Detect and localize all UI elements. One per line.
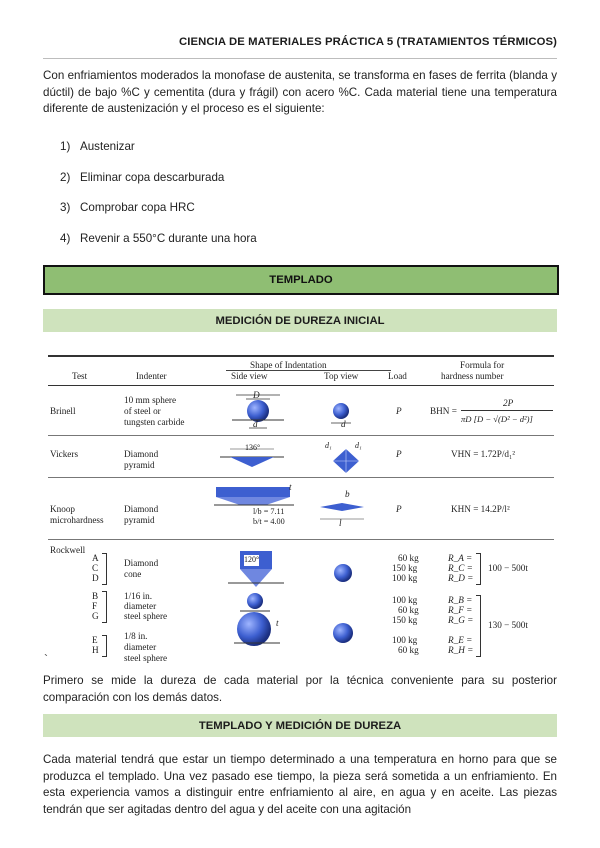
group3-load-H: 60 kg	[398, 645, 419, 655]
header-load: Load	[388, 371, 407, 381]
group23-range: 130 − 500t	[488, 620, 528, 630]
brinell-load: P	[396, 406, 402, 416]
rockwell-scale-H: H	[92, 645, 99, 655]
brinell-side-D: D	[253, 390, 260, 400]
vickers-indenter-2: pyramid	[124, 460, 155, 470]
brinell-top-d: d	[341, 419, 346, 429]
step-label: Revenir a 550°C durante una hora	[80, 231, 257, 245]
group2-formula-G: R_G =	[448, 615, 474, 625]
vickers-load: P	[396, 449, 402, 459]
rockwell-scale-E: E	[92, 635, 98, 645]
group1-formula-brace	[476, 553, 481, 585]
brinell-formula-num: 2P	[503, 398, 514, 408]
step-label: Comprobar copa HRC	[80, 201, 195, 214]
group3-formula-H: R_H =	[448, 645, 474, 655]
knoop-t: t	[289, 482, 292, 492]
list-item	[60, 201, 257, 232]
group3-indenter-1: 1/8 in.	[124, 631, 148, 641]
brinell-fraction-bar	[461, 410, 553, 411]
rockwell-scale-B: B	[92, 591, 99, 601]
group1-formula-C: R_C =	[448, 563, 473, 573]
header-indenter: Indenter	[136, 371, 167, 381]
group1-load-A: 60 kg	[398, 553, 419, 563]
vickers-formula: VHN = 1.72P/d₁²	[451, 449, 515, 459]
row-rule	[48, 435, 554, 436]
group2-load-G: 150 kg	[392, 615, 418, 625]
rockwell-sphere-top-view	[331, 621, 355, 645]
group2-indenter-1: 1/16 in.	[124, 591, 153, 601]
group2-load-F: 60 kg	[398, 605, 419, 615]
step-number: 2)	[60, 170, 71, 184]
knoop-b: b	[345, 489, 350, 499]
knoop-ratio-2: b/t = 4.00	[253, 517, 285, 526]
rockwell-test: Rockwell	[50, 545, 86, 555]
knoop-l: l	[339, 518, 342, 528]
group2-formula-B: R_B =	[448, 595, 473, 605]
rockwell-scale-C: C	[92, 563, 99, 573]
brinell-test: Brinell	[50, 406, 76, 416]
knoop-ratio-1: l/b = 7.11	[253, 507, 285, 516]
brinell-indenter-3: tungsten carbide	[124, 417, 185, 427]
group1-load-C: 150 kg	[392, 563, 418, 573]
intro-paragraph: Con enfriamientos moderados la monofase de austenita, se transforma en fases de ferrita (blanda y dúctil) de bajo %C y cementita (dura y frágil) con acero %C. Cada material tiene una temperatura diferente de austenización y el proceso es el siguiente:	[43, 69, 557, 115]
process-steps-list	[60, 140, 257, 262]
group2-indenter-3: steel sphere	[124, 611, 168, 621]
knoop-indenter-2: pyramid	[124, 515, 155, 525]
step-number: 1)	[60, 140, 71, 153]
brinell-formula-lhs: BHN =	[430, 406, 457, 416]
group1-load-D: 100 kg	[392, 573, 418, 583]
templado-heading: TEMPLADO	[43, 265, 559, 295]
list-item	[60, 232, 257, 263]
step-label: Eliminar copa descarburada	[80, 170, 225, 184]
header-shape: Shape of Indentation	[250, 360, 327, 370]
page-header-title: CIENCIA DE MATERIALES PRÁCTICA 5 (TRATAMIENTOS TÉRMICOS)	[179, 36, 557, 48]
templado-medicion-heading: TEMPLADO Y MEDICIÓN DE DUREZA	[43, 714, 557, 737]
group3-brace	[102, 635, 107, 657]
group3-formula-E: R_E =	[448, 635, 473, 645]
rockwell-sphere-t: t	[276, 618, 279, 628]
vickers-test: Vickers	[50, 449, 79, 459]
knoop-test-2: microhardness	[50, 515, 104, 525]
knoop-load: P	[396, 504, 402, 514]
knoop-formula: KHN = 14.2P/l²	[451, 504, 510, 514]
group3-load-E: 100 kg	[392, 635, 418, 645]
medicion-dureza-heading: MEDICIÓN DE DUREZA INICIAL	[43, 309, 557, 332]
step-number: 4)	[60, 231, 71, 245]
header-formula-1: Formula for	[460, 360, 505, 370]
closing-paragraph: Cada material tendrá que estar un tiempo determinado a una temperatura en horno para que se produzca el templado. Una vez pasado ese tiempo, la pieza será sometida a un enfriamiento. En esta experiencia vamos a distinguir entre enfriamiento al aire, en agua y en aceite. Las piezas tendrán que ser agitadas dentro del agua y del aceite con una agitación	[43, 753, 557, 816]
rockwell-scale-F: F	[92, 601, 98, 611]
brinell-indenter-1: 10 mm sphere	[124, 395, 177, 405]
header-divider	[43, 58, 557, 59]
header-top-view: Top view	[324, 371, 359, 381]
brinell-indenter-2: of steel or	[124, 406, 161, 416]
rockwell-scale-G: G	[92, 611, 99, 621]
group3-indenter-3: steel sphere	[124, 653, 168, 663]
vickers-angle: 136°	[245, 443, 261, 452]
group2-load-B: 100 kg	[392, 595, 418, 605]
group3-indenter-2: diameter	[124, 642, 157, 652]
group1-range: 100 − 500t	[488, 563, 528, 573]
rockwell-scale-D: D	[92, 573, 99, 583]
group1-indenter-2: cone	[124, 569, 142, 579]
group2-formula-F: R_F =	[448, 605, 473, 615]
knoop-top-view	[318, 493, 366, 523]
rockwell-cone-top-view	[332, 562, 354, 584]
rockwell-scale-A: A	[92, 553, 99, 563]
row-rule	[48, 477, 554, 478]
knoop-indenter-1: Diamond	[124, 504, 159, 514]
after-table-paragraph: Primero se mide la dureza de cada material por la técnica conveniente para su posterior comparación con los demás datos.	[43, 674, 557, 704]
stray-backtick: `	[44, 652, 48, 666]
vickers-d1: d₁	[325, 441, 332, 450]
vickers-d1b: d₁	[355, 441, 362, 450]
group2-brace	[102, 591, 107, 623]
group1-formula-A: R_A =	[448, 553, 473, 563]
group1-indenter-1: Diamond	[124, 558, 159, 568]
group23-formula-brace	[476, 595, 481, 657]
table-top-rule	[48, 355, 554, 357]
brinell-formula-den: πD [D − √(D² − d²)]	[461, 414, 533, 424]
hardness-tests-table	[48, 355, 554, 665]
header-side-view: Side view	[231, 371, 268, 381]
vickers-indenter-1: Diamond	[124, 449, 159, 459]
rockwell-large-sphere-side-view	[232, 609, 282, 653]
list-item	[60, 140, 257, 171]
header-formula-2: hardness number	[441, 371, 504, 381]
knoop-test-1: Knoop	[50, 504, 76, 514]
group1-formula-D: R_D =	[448, 573, 474, 583]
list-item	[60, 171, 257, 202]
rockwell-cone-angle: 120°	[244, 555, 260, 564]
header-test: Test	[72, 371, 88, 381]
group1-brace	[102, 553, 107, 585]
group2-indenter-2: diameter	[124, 601, 157, 611]
brinell-side-d: d	[253, 419, 258, 429]
header-rule	[48, 385, 554, 386]
row-rule	[48, 539, 554, 540]
step-label: Austenizar	[80, 140, 135, 153]
step-number: 3)	[60, 201, 71, 214]
